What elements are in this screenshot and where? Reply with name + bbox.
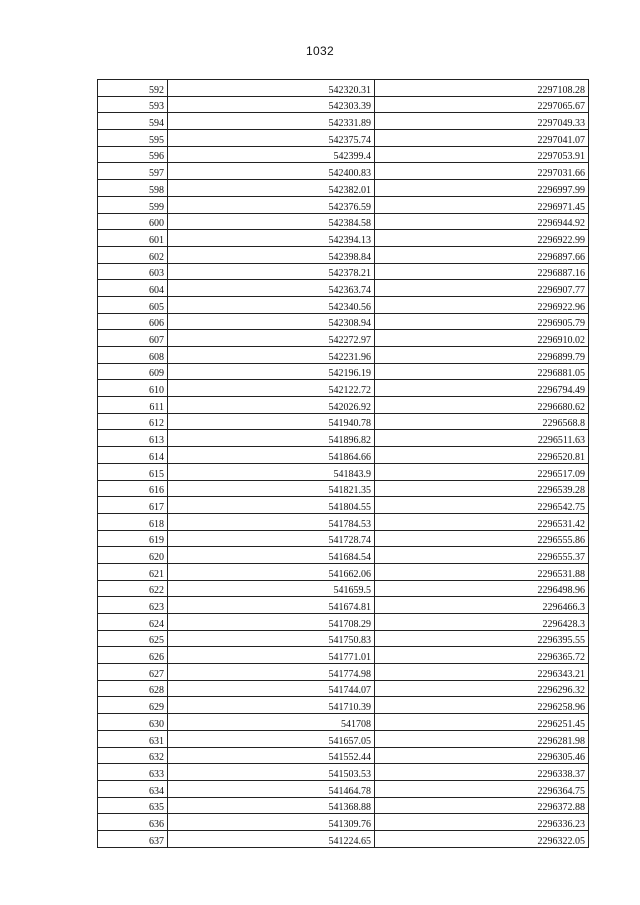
y-coordinate-cell: 2296555.37 — [375, 547, 589, 564]
point-number-cell: 616 — [98, 480, 168, 497]
y-coordinate-cell: 2296568.8 — [375, 413, 589, 430]
table-row — [98, 780, 589, 797]
point-number-cell: 613 — [98, 430, 168, 447]
table-row — [98, 563, 589, 580]
x-coordinate-cell: 542378.21 — [168, 263, 375, 280]
page-number: 1032 — [306, 44, 334, 58]
table-row — [98, 413, 589, 430]
x-coordinate-cell: 542376.59 — [168, 196, 375, 213]
y-coordinate-cell: 2296897.66 — [375, 246, 589, 263]
y-coordinate-cell: 2296520.81 — [375, 447, 589, 464]
table-row — [98, 380, 589, 397]
point-number-cell: 623 — [98, 597, 168, 614]
point-number-cell: 593 — [98, 96, 168, 113]
table-row — [98, 80, 589, 97]
point-number-cell: 615 — [98, 463, 168, 480]
table-row — [98, 130, 589, 147]
point-number-cell: 597 — [98, 163, 168, 180]
y-coordinate-cell: 2296794.49 — [375, 380, 589, 397]
y-coordinate-cell: 2296910.02 — [375, 330, 589, 347]
x-coordinate-cell: 541750.83 — [168, 630, 375, 647]
x-coordinate-cell: 541708.29 — [168, 614, 375, 631]
table-row — [98, 163, 589, 180]
point-number-cell: 607 — [98, 330, 168, 347]
x-coordinate-cell: 542122.72 — [168, 380, 375, 397]
y-coordinate-cell: 2296881.05 — [375, 363, 589, 380]
y-coordinate-cell: 2296511.63 — [375, 430, 589, 447]
y-coordinate-cell: 2296305.46 — [375, 747, 589, 764]
coordinates-table-body — [98, 80, 589, 848]
point-number-cell: 596 — [98, 146, 168, 163]
point-number-cell: 625 — [98, 630, 168, 647]
point-number-cell: 594 — [98, 113, 168, 130]
x-coordinate-cell: 541552.44 — [168, 747, 375, 764]
y-coordinate-cell: 2296907.77 — [375, 280, 589, 297]
y-coordinate-cell: 2296372.88 — [375, 797, 589, 814]
y-coordinate-cell: 2296531.42 — [375, 513, 589, 530]
table-row — [98, 547, 589, 564]
y-coordinate-cell: 2296899.79 — [375, 347, 589, 364]
x-coordinate-cell: 541864.66 — [168, 447, 375, 464]
point-number-cell: 614 — [98, 447, 168, 464]
y-coordinate-cell: 2296466.3 — [375, 597, 589, 614]
point-number-cell: 637 — [98, 830, 168, 847]
x-coordinate-cell: 541659.5 — [168, 580, 375, 597]
point-number-cell: 603 — [98, 263, 168, 280]
point-number-cell: 622 — [98, 580, 168, 597]
y-coordinate-cell: 2297108.28 — [375, 80, 589, 97]
point-number-cell: 595 — [98, 130, 168, 147]
table-row — [98, 714, 589, 731]
table-row — [98, 263, 589, 280]
x-coordinate-cell: 541684.54 — [168, 547, 375, 564]
point-number-cell: 630 — [98, 714, 168, 731]
x-coordinate-cell: 541662.06 — [168, 563, 375, 580]
table-row — [98, 280, 589, 297]
y-coordinate-cell: 2296395.55 — [375, 630, 589, 647]
point-number-cell: 621 — [98, 563, 168, 580]
x-coordinate-cell: 542363.74 — [168, 280, 375, 297]
table-row — [98, 513, 589, 530]
table-row — [98, 96, 589, 113]
table-row — [98, 480, 589, 497]
y-coordinate-cell: 2296336.23 — [375, 814, 589, 831]
x-coordinate-cell: 541674.81 — [168, 597, 375, 614]
point-number-cell: 598 — [98, 180, 168, 197]
table-row — [98, 630, 589, 647]
point-number-cell: 610 — [98, 380, 168, 397]
point-number-cell: 609 — [98, 363, 168, 380]
x-coordinate-cell: 541774.98 — [168, 664, 375, 681]
y-coordinate-cell: 2296258.96 — [375, 697, 589, 714]
point-number-cell: 632 — [98, 747, 168, 764]
y-coordinate-cell: 2296498.96 — [375, 580, 589, 597]
y-coordinate-cell: 2296997.99 — [375, 180, 589, 197]
table-row — [98, 463, 589, 480]
point-number-cell: 606 — [98, 313, 168, 330]
table-row — [98, 597, 589, 614]
point-number-cell: 618 — [98, 513, 168, 530]
table-row — [98, 730, 589, 747]
table-row — [98, 530, 589, 547]
y-coordinate-cell: 2296887.16 — [375, 263, 589, 280]
point-number-cell: 608 — [98, 347, 168, 364]
x-coordinate-cell: 541224.65 — [168, 830, 375, 847]
point-number-cell: 612 — [98, 413, 168, 430]
table-row — [98, 313, 589, 330]
point-number-cell: 636 — [98, 814, 168, 831]
x-coordinate-cell: 542308.94 — [168, 313, 375, 330]
y-coordinate-cell: 2297041.07 — [375, 130, 589, 147]
y-coordinate-cell: 2296971.45 — [375, 196, 589, 213]
x-coordinate-cell: 542231.96 — [168, 347, 375, 364]
x-coordinate-cell: 541657.05 — [168, 730, 375, 747]
table-row — [98, 363, 589, 380]
table-row — [98, 497, 589, 514]
y-coordinate-cell: 2296922.96 — [375, 296, 589, 313]
table-row — [98, 397, 589, 414]
point-number-cell: 604 — [98, 280, 168, 297]
point-number-cell: 601 — [98, 230, 168, 247]
point-number-cell: 631 — [98, 730, 168, 747]
x-coordinate-cell: 542303.39 — [168, 96, 375, 113]
x-coordinate-cell: 541771.01 — [168, 647, 375, 664]
y-coordinate-cell: 2297031.66 — [375, 163, 589, 180]
x-coordinate-cell: 542384.58 — [168, 213, 375, 230]
table-row — [98, 614, 589, 631]
table-row — [98, 647, 589, 664]
coordinates-table — [97, 79, 589, 848]
table-row — [98, 697, 589, 714]
x-coordinate-cell: 541309.76 — [168, 814, 375, 831]
point-number-cell: 611 — [98, 397, 168, 414]
point-number-cell: 633 — [98, 764, 168, 781]
table-row — [98, 764, 589, 781]
y-coordinate-cell: 2297053.91 — [375, 146, 589, 163]
point-number-cell: 620 — [98, 547, 168, 564]
y-coordinate-cell: 2296517.09 — [375, 463, 589, 480]
table-row — [98, 680, 589, 697]
x-coordinate-cell: 542399.4 — [168, 146, 375, 163]
table-row — [98, 580, 589, 597]
point-number-cell: 629 — [98, 697, 168, 714]
y-coordinate-cell: 2296922.99 — [375, 230, 589, 247]
x-coordinate-cell: 541784.53 — [168, 513, 375, 530]
table-row — [98, 196, 589, 213]
y-coordinate-cell: 2296364.75 — [375, 780, 589, 797]
y-coordinate-cell: 2296428.3 — [375, 614, 589, 631]
y-coordinate-cell: 2296542.75 — [375, 497, 589, 514]
y-coordinate-cell: 2296944.92 — [375, 213, 589, 230]
x-coordinate-cell: 541464.78 — [168, 780, 375, 797]
y-coordinate-cell: 2297049.33 — [375, 113, 589, 130]
y-coordinate-cell: 2296680.62 — [375, 397, 589, 414]
point-number-cell: 626 — [98, 647, 168, 664]
table-row — [98, 797, 589, 814]
y-coordinate-cell: 2296905.79 — [375, 313, 589, 330]
table-row — [98, 447, 589, 464]
x-coordinate-cell: 541368.88 — [168, 797, 375, 814]
x-coordinate-cell: 542272.97 — [168, 330, 375, 347]
y-coordinate-cell: 2296343.21 — [375, 664, 589, 681]
x-coordinate-cell: 541843.9 — [168, 463, 375, 480]
table-row — [98, 347, 589, 364]
table-row — [98, 180, 589, 197]
y-coordinate-cell: 2296539.28 — [375, 480, 589, 497]
x-coordinate-cell: 542394.13 — [168, 230, 375, 247]
point-number-cell: 628 — [98, 680, 168, 697]
table-row — [98, 296, 589, 313]
point-number-cell: 617 — [98, 497, 168, 514]
x-coordinate-cell: 541708 — [168, 714, 375, 731]
table-row — [98, 747, 589, 764]
x-coordinate-cell: 542340.56 — [168, 296, 375, 313]
x-coordinate-cell: 541728.74 — [168, 530, 375, 547]
point-number-cell: 599 — [98, 196, 168, 213]
y-coordinate-cell: 2296251.45 — [375, 714, 589, 731]
x-coordinate-cell: 542400.83 — [168, 163, 375, 180]
x-coordinate-cell: 541821.35 — [168, 480, 375, 497]
x-coordinate-cell: 541804.55 — [168, 497, 375, 514]
x-coordinate-cell: 542026.92 — [168, 397, 375, 414]
table-row — [98, 230, 589, 247]
x-coordinate-cell: 542331.89 — [168, 113, 375, 130]
y-coordinate-cell: 2296281.98 — [375, 730, 589, 747]
table-row — [98, 330, 589, 347]
point-number-cell: 624 — [98, 614, 168, 631]
x-coordinate-cell: 542196.19 — [168, 363, 375, 380]
point-number-cell: 634 — [98, 780, 168, 797]
point-number-cell: 602 — [98, 246, 168, 263]
table-row — [98, 664, 589, 681]
y-coordinate-cell: 2296322.05 — [375, 830, 589, 847]
table-row — [98, 146, 589, 163]
table-row — [98, 814, 589, 831]
table-row — [98, 246, 589, 263]
table-row — [98, 430, 589, 447]
x-coordinate-cell: 542382.01 — [168, 180, 375, 197]
y-coordinate-cell: 2296555.86 — [375, 530, 589, 547]
table-row — [98, 213, 589, 230]
x-coordinate-cell: 541503.53 — [168, 764, 375, 781]
x-coordinate-cell: 541940.78 — [168, 413, 375, 430]
table-row — [98, 830, 589, 847]
x-coordinate-cell: 542375.74 — [168, 130, 375, 147]
point-number-cell: 605 — [98, 296, 168, 313]
x-coordinate-cell: 541744.07 — [168, 680, 375, 697]
x-coordinate-cell: 542320.31 — [168, 80, 375, 97]
point-number-cell: 635 — [98, 797, 168, 814]
x-coordinate-cell: 541896.82 — [168, 430, 375, 447]
y-coordinate-cell: 2296531.88 — [375, 563, 589, 580]
y-coordinate-cell: 2296338.37 — [375, 764, 589, 781]
y-coordinate-cell: 2297065.67 — [375, 96, 589, 113]
point-number-cell: 619 — [98, 530, 168, 547]
x-coordinate-cell: 541710.39 — [168, 697, 375, 714]
y-coordinate-cell: 2296365.72 — [375, 647, 589, 664]
x-coordinate-cell: 542398.84 — [168, 246, 375, 263]
point-number-cell: 600 — [98, 213, 168, 230]
point-number-cell: 627 — [98, 664, 168, 681]
y-coordinate-cell: 2296296.32 — [375, 680, 589, 697]
point-number-cell: 592 — [98, 80, 168, 97]
table-row — [98, 113, 589, 130]
